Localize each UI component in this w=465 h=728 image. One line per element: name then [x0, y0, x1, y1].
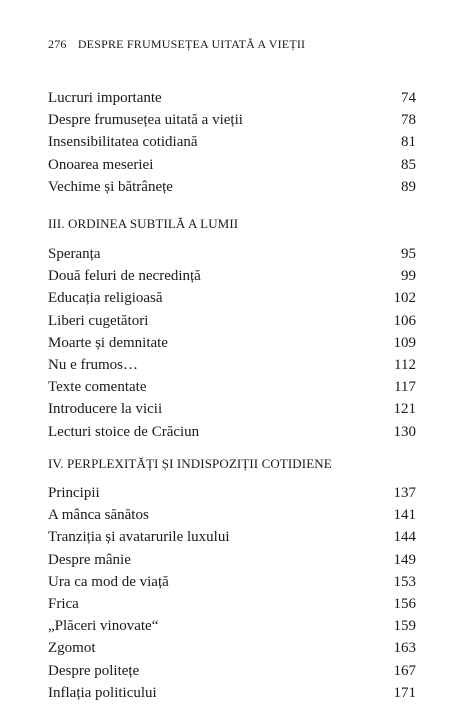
toc-entry-title: Educația religioasă: [48, 290, 163, 307]
toc-entry: [48, 310, 416, 332]
toc-entry: [48, 87, 416, 109]
toc-entry-page: 163: [393, 640, 416, 657]
toc-entry-title: „Plăceri vinovate“: [48, 618, 159, 635]
toc-entry: [48, 176, 416, 198]
toc-entry-page: 156: [393, 595, 416, 612]
toc-entry-page: 149: [393, 551, 416, 568]
toc-entry-page: 109: [393, 334, 416, 351]
toc-entry-title: Insensibilitatea cotidiană: [48, 134, 198, 151]
running-head: [48, 37, 305, 52]
toc-entry-title: Ura ca mod de viață: [48, 573, 169, 590]
book-title: DESPRE FRUMUSEȚEA UITATĂ A VIEȚII: [77, 37, 306, 51]
toc-entry: [48, 398, 416, 420]
toc-entry: [48, 549, 416, 571]
toc-entry-title: Texte comentate: [48, 379, 147, 396]
toc-section-continued: [48, 87, 416, 198]
toc-entry: [48, 482, 416, 504]
toc-entry: [48, 265, 416, 287]
toc-entry: [48, 243, 416, 265]
toc-entry-page: 130: [393, 423, 416, 440]
toc-list: [48, 87, 416, 198]
toc-entry: [48, 504, 416, 526]
toc-entry: [48, 682, 416, 704]
toc-entry-title: Moarte și demnitate: [48, 334, 168, 351]
toc-entry-title: Inflația politicului: [48, 684, 157, 701]
toc-entry-page: 141: [393, 507, 416, 524]
toc-entry-page: 81: [401, 134, 416, 151]
toc-entry-title: Tranziția și avatarurile luxului: [48, 529, 230, 546]
toc-entry: [48, 615, 416, 637]
toc-entry-title: Onoarea meseriei: [48, 156, 154, 173]
toc-entry-title: Zgomot: [48, 640, 96, 657]
toc-entry-title: Despre politețe: [48, 662, 140, 679]
toc-entry-page: 159: [393, 618, 416, 635]
toc-entry: [48, 332, 416, 354]
toc-entry-title: Nu e frumos…: [48, 356, 138, 373]
toc-entry-page: 106: [393, 312, 416, 329]
toc-section-3: [48, 216, 416, 443]
toc-entry-page: 153: [393, 573, 416, 590]
toc-entry-title: Vechime și bătrânețe: [48, 178, 173, 195]
toc-list: [48, 482, 416, 704]
toc-entry-page: 117: [394, 379, 416, 396]
toc-entry-title: Principii: [48, 485, 100, 501]
toc-entry-title: Introducere la vicii: [48, 401, 163, 418]
toc-entry: [48, 637, 416, 659]
section-heading: IV. PERPLEXITĂȚI ȘI INDISPOZIȚII COTIDIENE: [48, 456, 332, 471]
toc-entry-title: Speranța: [48, 246, 101, 262]
toc-entry-title: Două feluri de necredință: [48, 268, 201, 285]
toc-entry: [48, 287, 416, 309]
toc-section-4: [48, 456, 416, 704]
toc-entry-page: 167: [393, 662, 416, 679]
toc-entry-title: Lecturi stoice de Crăciun: [48, 423, 200, 440]
toc-entry: [48, 660, 416, 682]
toc-entry-page: 74: [401, 90, 416, 106]
toc-entry-page: 171: [393, 684, 416, 701]
toc-entry-page: 78: [401, 112, 416, 129]
toc-entry-title: Despre frumusețea uitată a vieții: [48, 112, 243, 129]
toc-entry-page: 144: [393, 529, 416, 546]
toc-entry: [48, 421, 416, 443]
page-number: 276: [48, 37, 67, 51]
toc-entry: [48, 571, 416, 593]
toc-entry-title: A mânca sănătos: [48, 507, 149, 524]
toc-entry: [48, 154, 416, 176]
toc-entry: [48, 109, 416, 131]
toc-entry-title: Despre mânie: [48, 551, 131, 568]
toc-entry: [48, 354, 416, 376]
toc-entry: [48, 593, 416, 615]
toc-entry: [48, 526, 416, 548]
toc-entry-page: 102: [393, 290, 416, 307]
toc-entry-page: 99: [401, 268, 416, 285]
section-heading: III. ORDINEA SUBTILĂ A LUMII: [48, 216, 239, 231]
toc-entry-title: Lucruri importante: [48, 90, 162, 106]
toc-list: [48, 243, 416, 443]
toc-entry-page: 95: [401, 246, 416, 262]
toc-entry-title: Frica: [48, 595, 79, 612]
toc-entry-page: 85: [401, 156, 416, 173]
toc-entry: [48, 131, 416, 153]
toc-entry: [48, 376, 416, 398]
toc-entry-page: 112: [394, 356, 416, 373]
toc-entry-title: Liberi cugetători: [48, 312, 149, 329]
toc-entry-page: 89: [401, 178, 416, 195]
toc-entry-page: 137: [393, 485, 416, 501]
toc-entry-page: 121: [393, 401, 416, 418]
